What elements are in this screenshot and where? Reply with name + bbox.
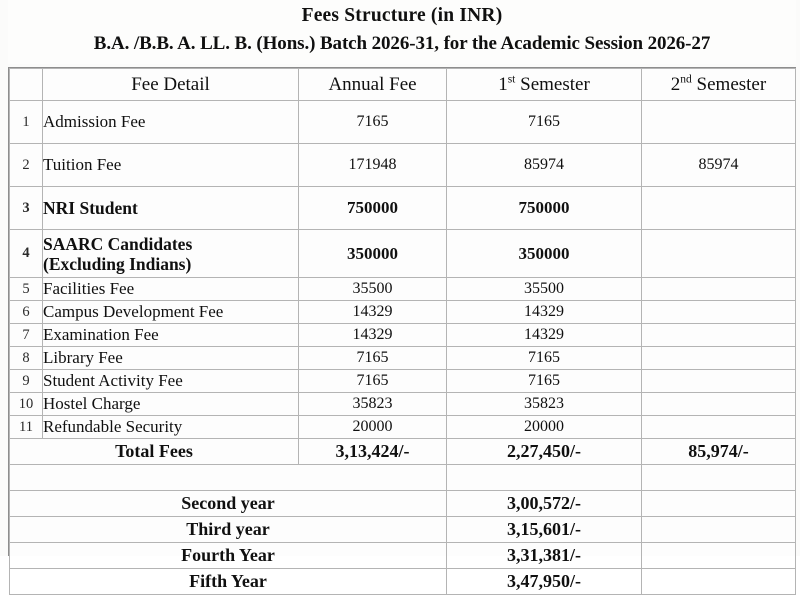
header-second-semester-number: 2 bbox=[670, 73, 681, 95]
header-serial-number bbox=[10, 69, 43, 101]
table-row bbox=[10, 187, 796, 230]
row-serial-number: 2 bbox=[10, 144, 43, 187]
header-fee-detail: Fee Detail bbox=[43, 69, 299, 101]
row-second-semester-fee bbox=[642, 187, 796, 230]
row-first-semester-fee: 35823 bbox=[447, 393, 642, 416]
row-first-semester-fee: 7165 bbox=[447, 101, 642, 144]
row-annual-fee: 7165 bbox=[299, 347, 447, 370]
row-annual-fee: 20000 bbox=[299, 416, 447, 439]
header-row bbox=[10, 69, 796, 101]
row-second-semester-fee bbox=[642, 278, 796, 301]
spacer-cell-left bbox=[10, 465, 447, 491]
year-label: Second year bbox=[10, 491, 447, 517]
fees-table bbox=[9, 68, 796, 595]
year-label: Third year bbox=[10, 517, 447, 543]
year-label: Fourth Year bbox=[10, 543, 447, 569]
table-body bbox=[10, 101, 796, 595]
row-fee-detail: Tuition Fee bbox=[43, 144, 299, 187]
total-annual-fee: 3,13,424/- bbox=[299, 439, 447, 465]
row-annual-fee: 350000 bbox=[299, 230, 447, 278]
row-annual-fee: 14329 bbox=[299, 324, 447, 347]
document-title-secondary: B.A. /B.B. A. LL. B. (Hons.) Batch 2026-31, for the Academic Session 2026-27 bbox=[93, 33, 711, 54]
table-row bbox=[10, 230, 796, 278]
year-amount: 3,15,601/- bbox=[447, 517, 642, 543]
row-annual-fee: 35500 bbox=[299, 278, 447, 301]
row-second-semester-fee bbox=[642, 230, 796, 278]
table-row bbox=[10, 144, 796, 187]
row-annual-fee: 7165 bbox=[299, 101, 447, 144]
row-first-semester-fee: 35500 bbox=[447, 278, 642, 301]
spacer-cell-right bbox=[642, 465, 796, 491]
row-fee-detail: Refundable Security bbox=[43, 416, 299, 439]
row-serial-number: 6 bbox=[10, 301, 43, 324]
spacer-cell-middle bbox=[447, 465, 642, 491]
row-serial-number: 1 bbox=[10, 101, 43, 144]
header-first-semester-word: Semester bbox=[515, 73, 590, 95]
row-first-semester-fee: 7165 bbox=[447, 370, 642, 393]
table-header bbox=[10, 69, 796, 101]
row-fee-detail-line-1: SAARC Candidates bbox=[43, 233, 193, 254]
header-first-semester-number: 1 bbox=[498, 73, 508, 95]
row-first-semester-fee: 350000 bbox=[447, 230, 642, 278]
row-first-semester-fee: 14329 bbox=[447, 301, 642, 324]
row-first-semester-fee: 750000 bbox=[447, 187, 642, 230]
year-row-empty-cell bbox=[642, 491, 796, 517]
row-first-semester-fee: 14329 bbox=[447, 324, 642, 347]
row-second-semester-fee bbox=[642, 370, 796, 393]
row-fee-detail: Student Activity Fee bbox=[43, 370, 299, 393]
year-fee-row bbox=[10, 491, 796, 517]
year-amount: 3,47,950/- bbox=[447, 569, 642, 595]
row-annual-fee: 171948 bbox=[299, 144, 447, 187]
row-annual-fee: 35823 bbox=[299, 393, 447, 416]
year-amount: 3,00,572/- bbox=[447, 491, 642, 517]
row-annual-fee: 7165 bbox=[299, 370, 447, 393]
row-first-semester-fee: 7165 bbox=[447, 347, 642, 370]
year-label: Fifth Year bbox=[10, 569, 447, 595]
total-fees-row bbox=[10, 439, 796, 465]
table-row bbox=[10, 347, 796, 370]
row-fee-detail: Campus Development Fee bbox=[43, 301, 299, 324]
year-row-empty-cell bbox=[642, 517, 796, 543]
row-first-semester-fee: 20000 bbox=[447, 416, 642, 439]
row-serial-number: 11 bbox=[10, 416, 43, 439]
year-amount: 3,31,381/- bbox=[447, 543, 642, 569]
row-fee-detail-line-2: (Excluding Indians) bbox=[43, 253, 192, 274]
row-second-semester-fee bbox=[642, 416, 796, 439]
row-fee-detail: Examination Fee bbox=[43, 324, 299, 347]
row-annual-fee: 750000 bbox=[299, 187, 447, 230]
year-row-empty-cell bbox=[642, 569, 796, 595]
row-serial-number: 7 bbox=[10, 324, 43, 347]
row-annual-fee: 14329 bbox=[299, 301, 447, 324]
document-title-block bbox=[8, 0, 796, 64]
table-row bbox=[10, 278, 796, 301]
table-row bbox=[10, 301, 796, 324]
row-fee-detail: NRI Student bbox=[43, 187, 299, 230]
row-second-semester-fee bbox=[642, 301, 796, 324]
row-second-semester-fee bbox=[642, 101, 796, 144]
total-first-semester-fee: 2,27,450/- bbox=[447, 439, 642, 465]
fees-table-container bbox=[8, 67, 796, 591]
header-second-semester-ordinal: nd bbox=[680, 73, 692, 86]
total-fees-label: Total Fees bbox=[10, 439, 299, 465]
table-row bbox=[10, 370, 796, 393]
total-second-semester-fee: 85,974/- bbox=[642, 439, 796, 465]
row-second-semester-fee bbox=[642, 393, 796, 416]
row-serial-number: 10 bbox=[10, 393, 43, 416]
table-row bbox=[10, 416, 796, 439]
header-annual-fee: Annual Fee bbox=[299, 69, 447, 101]
table-row bbox=[10, 393, 796, 416]
year-fee-row bbox=[10, 517, 796, 543]
row-fee-detail: Admission Fee bbox=[43, 101, 299, 144]
spacer-row bbox=[10, 465, 796, 491]
header-second-semester-word: Semester bbox=[691, 73, 767, 95]
header-second-semester bbox=[642, 69, 796, 101]
row-serial-number: 3 bbox=[10, 187, 43, 230]
row-serial-number: 5 bbox=[10, 278, 43, 301]
header-first-semester bbox=[447, 69, 642, 101]
year-fee-row bbox=[10, 569, 796, 595]
document-title-primary: Fees Structure (in INR) bbox=[301, 5, 503, 26]
row-fee-detail: Library Fee bbox=[43, 347, 299, 370]
row-second-semester-fee bbox=[642, 347, 796, 370]
row-first-semester-fee: 85974 bbox=[447, 144, 642, 187]
row-fee-detail bbox=[43, 230, 299, 278]
row-serial-number: 8 bbox=[10, 347, 43, 370]
row-second-semester-fee: 85974 bbox=[642, 144, 796, 187]
row-fee-detail: Hostel Charge bbox=[43, 393, 299, 416]
table-row bbox=[10, 324, 796, 347]
table-row bbox=[10, 101, 796, 144]
row-fee-detail: Facilities Fee bbox=[43, 278, 299, 301]
header-first-semester-ordinal: st bbox=[507, 73, 516, 86]
row-serial-number: 9 bbox=[10, 370, 43, 393]
row-second-semester-fee bbox=[642, 324, 796, 347]
row-serial-number: 4 bbox=[10, 230, 43, 278]
